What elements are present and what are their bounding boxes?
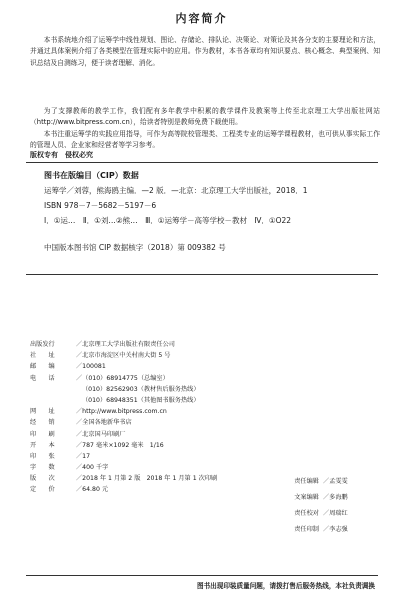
intro-paragraph-2	[30, 106, 380, 152]
colophon-label: 开 本	[30, 441, 55, 449]
colophon-value: ／17	[76, 452, 91, 460]
intro-title: 内容简介	[175, 12, 228, 25]
colophon-label: 定 价	[30, 486, 55, 494]
colophon-label: 出版发行	[30, 341, 55, 348]
editor-row	[253, 474, 373, 490]
intro-paragraph-2-text: 为了支撑教师的教学工作，我们配有多年教学中积累的教学课件及教案等上传至北京理工大学出版社网站（http://www.bitpress.com.cn），给读者特别是教师免费下载使用。	[30, 107, 380, 127]
colophon-row	[30, 350, 380, 361]
editor-role: 责任印制	[294, 526, 319, 533]
colophon-value: ／400 千字	[76, 464, 109, 472]
colophon-label: 版 次	[30, 475, 55, 483]
editor-name: ／孟雯雯	[323, 478, 348, 485]
rights-notice: 版权专有 侵权必究	[30, 151, 93, 159]
cip-isbn: ISBN 978－7－5682－5197－6	[44, 201, 157, 210]
editor-name: ／多海鹏	[323, 494, 348, 501]
colophon-label: 经 销	[30, 419, 55, 427]
colophon-label: 印 刷	[30, 430, 55, 438]
colophon-label: 社 址	[30, 352, 55, 360]
colophon-row	[30, 395, 380, 406]
intro-paragraph-1: 本书系统地介绍了运筹学中线性规划、图论、存储论、排队论、决策论、对策论及其各分支的主要理论和方法，并通过具体案例介绍了各类模型在管理实际中的应用。作为教材，本书各章均有知识要点、核心概念、典型案例、知识总结及自测练习，便于读者理解、消化。	[30, 36, 380, 67]
colophon-value: （010）82562903（教材售后服务热线）	[82, 385, 200, 393]
divider	[26, 575, 378, 576]
cip-title: 图书在版编目（CIP）数据	[44, 171, 139, 180]
colophon-value: ／全国各地新华书店	[76, 419, 132, 427]
quality-notice: 图书出现印装质量问题，请拨打售后服务热线，本社负责调换	[196, 582, 375, 590]
intro-paragraph-3-text: 本书注重运筹学的实践应用指导，可作为高等院校管理类、工程类专业的运筹学课程教材，也可供从事实际工作的管理人员、企业家和经营者等学习参考。	[30, 129, 380, 150]
colophon-row	[30, 406, 380, 417]
editor-row	[253, 522, 373, 538]
editor-row	[253, 506, 373, 522]
colophon	[30, 339, 380, 496]
colophon-label: 电 话	[30, 374, 55, 382]
colophon-row	[30, 462, 380, 473]
colophon-row	[30, 384, 380, 395]
colophon-row	[30, 417, 380, 428]
colophon-value: ／北京国马印刷厂	[76, 430, 126, 438]
colophon-value: ／北京市海淀区中关村南大街 5 号	[76, 352, 171, 360]
colophon-value: ／http://www.bitpress.com.cn	[76, 408, 167, 416]
editor-credits	[253, 474, 373, 538]
editor-role: 责任编辑	[294, 478, 319, 485]
colophon-value: ／787 毫米×1092 毫米 1/16	[76, 441, 164, 449]
colophon-label: 邮 编	[30, 363, 55, 371]
colophon-label: 字 数	[30, 464, 55, 472]
colophon-row	[30, 429, 380, 440]
cip-record-number: 中国版本图书馆 CIP 数据核字（2018）第 009382 号	[44, 243, 226, 252]
colophon-row	[30, 451, 380, 462]
editor-role: 责任校对	[294, 510, 319, 517]
colophon-row	[30, 361, 380, 372]
colophon-value: （010）68948351（其他图书服务热线）	[82, 396, 200, 404]
editor-name: ／李志强	[323, 526, 348, 533]
colophon-label: 印 张	[30, 452, 55, 460]
divider	[26, 274, 378, 275]
colophon-row	[30, 339, 380, 350]
colophon-value: ／100081	[76, 363, 106, 371]
cip-classification: Ⅰ．①运… Ⅱ．①刘…②熊… Ⅲ．①运筹学－高等学校－教材 Ⅳ．①O22	[44, 216, 292, 225]
editor-row	[253, 490, 373, 506]
editor-name: ／周瑞红	[323, 510, 348, 517]
colophon-value: ／（010）68914775（总编室）	[76, 374, 169, 382]
colophon-row	[30, 373, 380, 384]
colophon-value: ／64.80 元	[76, 486, 109, 494]
cip-line-1: 运筹学／刘蓉，熊海鸥主编．—2 版．—北京：北京理工大学出版社，2018．1	[44, 186, 308, 195]
colophon-label: 网 址	[30, 408, 55, 416]
colophon-value: ／北京理工大学出版社有限责任公司	[76, 341, 175, 348]
editor-role: 文案编辑	[294, 494, 319, 501]
colophon-value: ／2018 年 1 月第 2 版 2018 年 1 月第 1 次印刷	[76, 475, 218, 483]
colophon-row	[30, 440, 380, 451]
divider	[26, 162, 378, 163]
